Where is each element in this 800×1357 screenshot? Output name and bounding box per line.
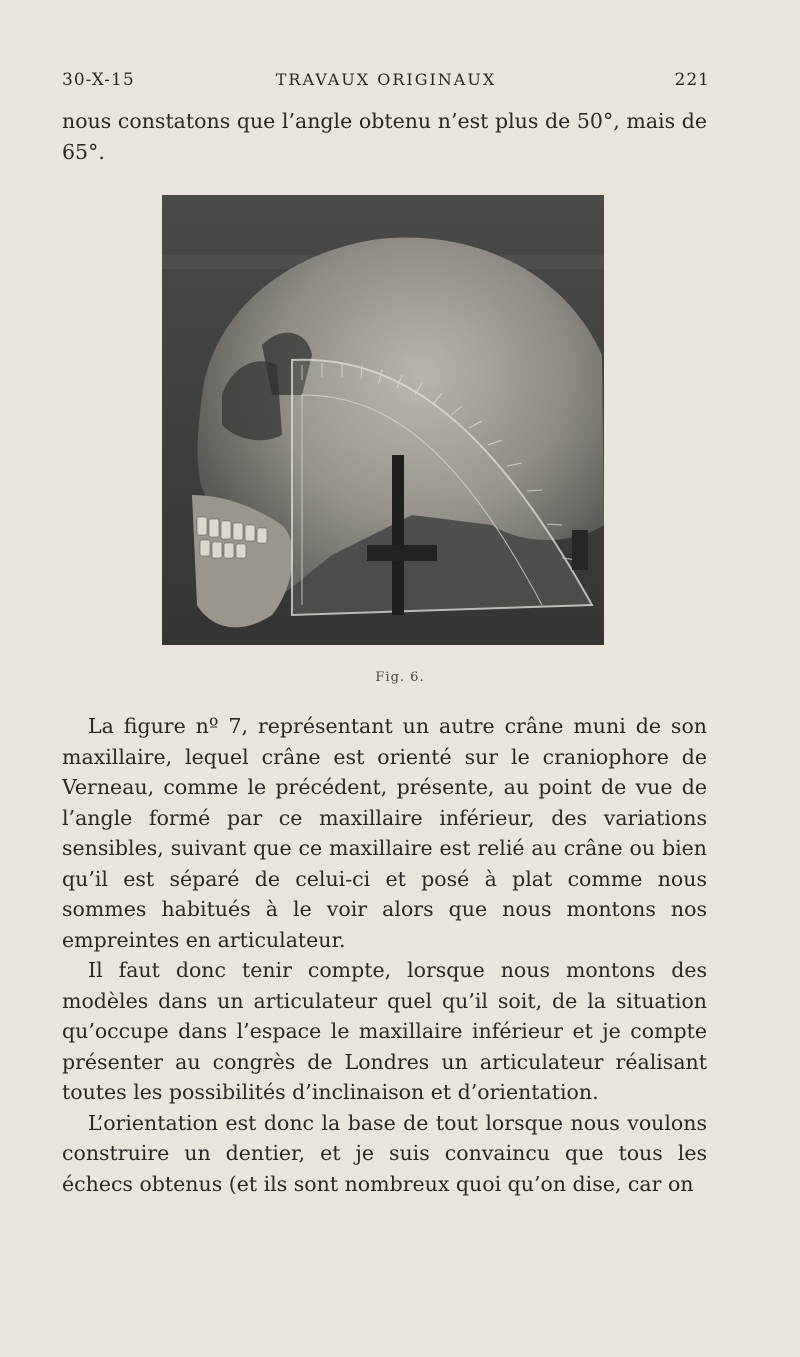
figure-caption: Fig. 6. — [375, 670, 425, 685]
header-section-title: TRAVAUX ORIGINAUX — [275, 70, 497, 89]
intro-text — [62, 106, 707, 167]
paragraph: L’orientation est donc la base de tout lorsque nous voulons construire un dentier, et je suis convaincu que tous les échecs obtenus (et ils sont nombreux quoi qu’on dise, car on — [62, 1110, 707, 1196]
body-text — [62, 711, 707, 1199]
page-number: 221 — [674, 70, 710, 90]
paragraph: Il faut donc tenir compte, lorsque nous montons des modèles dans un articulateur quel qu’il soit, de la situation qu’occupe dans l’espace le maxillaire inférieur et je compte présenter au congrès de Londres un articulateur réalisant toutes les possibilités d’inclinaison et d’orientation. — [62, 958, 707, 1104]
skull-photo-illustration — [162, 195, 604, 645]
intro-paragraph: nous constatons que l’angle obtenu n’est plus de 50°, mais de 65°. — [62, 109, 707, 164]
skull-figure-image — [162, 195, 604, 645]
paragraph: La figure nº 7, représentant un autre crâne muni de son maxillaire, lequel crâne est orienté sur le craniophore de Verneau, comme le précédent, présente, au point de vue de l’angle formé par ce maxillaire inférieur, des variations sensibles, suivant que ce maxillaire est relié au crâne ou bien qu’il est séparé de celui-ci et posé à plat comme nous sommes habitués à le voir alors que nous montons nos empreintes en articulateur. — [62, 714, 707, 952]
header-date-code: 30-X-15 — [62, 70, 135, 90]
